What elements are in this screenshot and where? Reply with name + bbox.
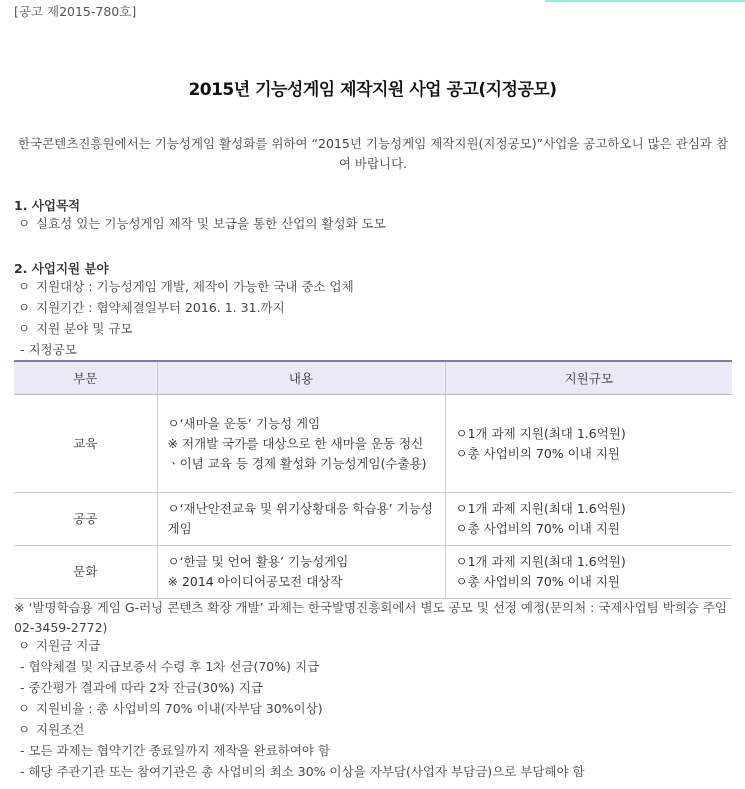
support-table — [14, 360, 732, 599]
table-header-row — [14, 361, 732, 395]
support-line: ㅇ총 사업비의 70% 이내 지원 — [455, 521, 620, 536]
top-accent-line — [545, 0, 745, 2]
row-content — [157, 493, 445, 546]
bullet-icon: ㅇ — [18, 701, 31, 716]
content-line: ※ 저개발 국가를 대상으로 한 새마을 운동 정신ㆍ이념 교육 등 경제 활성화 기능성게임(수출용) — [167, 435, 427, 471]
table-header-content: 내용 — [157, 361, 445, 395]
row-support — [445, 546, 732, 599]
section2-item-text: 지원 분야 및 규모 — [36, 321, 133, 336]
table-row — [14, 493, 732, 546]
bullet-icon: ㅇ — [18, 321, 31, 336]
row-category: 문화 — [14, 546, 157, 599]
section1-heading: 1. 사업목적 — [14, 198, 81, 213]
row-category: 교육 — [14, 395, 157, 493]
support-line: ㅇ총 사업비의 70% 이내 지원 — [455, 574, 620, 589]
section2-item — [14, 319, 132, 339]
page-title: 2015년 기능성게임 제작지원 사업 공고(지정공모) — [188, 80, 557, 100]
conditions-item: - 해당 주관기관 또는 참여기관은 총 사업비의 최소 30% 이상을 자부담(사업자 부담금)으로 부담해야 함 — [20, 764, 585, 779]
support-line: ㅇ총 사업비의 70% 이내 지원 — [455, 445, 620, 461]
payment-heading — [14, 636, 100, 656]
row-content — [157, 546, 445, 599]
support-line: ㅇ1개 과제 지원(최대 1.6억원) — [455, 501, 626, 516]
bullet-icon: ㅇ — [18, 722, 31, 737]
section2-item — [14, 277, 354, 297]
conditions-heading-text: 지원조건 — [36, 722, 85, 737]
payment-item: - 협약체결 및 지급보증서 수령 후 1차 선금(70%) 지급 — [20, 659, 320, 674]
support-line: ㅇ1개 과제 지원(최대 1.6억원) — [455, 554, 626, 569]
payment-item: - 중간평가 결과에 따라 2차 잔금(30%) 지급 — [20, 680, 263, 695]
section2-heading: 2. 사업지원 분야 — [14, 261, 109, 276]
table-header-support: 지원규모 — [445, 361, 732, 395]
notice-number: [공고 제2015-780호] — [14, 4, 137, 19]
table-header-category: 부문 — [14, 361, 157, 395]
section2-sub-label: - 지정공모 — [20, 342, 77, 357]
row-content — [157, 395, 445, 493]
table-row — [14, 395, 732, 493]
section2-item-text: 지원대상 : 기능성게임 개발, 제작이 가능한 국내 중소 업체 — [36, 279, 354, 294]
content-line: ㅇ‘한글 및 언어 활용’ 기능성게임 — [167, 554, 349, 569]
section1-item-text: 실효성 있는 기능성게임 제작 및 보급을 통한 산업의 활성화 도모 — [36, 216, 386, 231]
section1-item — [14, 214, 386, 234]
table-row — [14, 546, 732, 599]
intro-paragraph: 한국콘텐츠진흥원에서는 기능성게임 활성화를 위하여 “2015년 기능성게임 제작지원(지정공모)”사업을 공고하오니 많은 관심과 참여 바랍니다. — [17, 136, 729, 171]
bullet-icon: ㅇ — [18, 216, 31, 231]
section2-item — [14, 298, 285, 318]
content-line: ㅇ‘새마을 운동’ 기능성 게임 — [167, 415, 321, 431]
support-line: ㅇ1개 과제 지원(최대 1.6억원) — [455, 425, 626, 441]
conditions-item: - 모든 과제는 협약기간 종료일까지 제작을 완료하여야 함 — [20, 743, 331, 758]
row-category: 공공 — [14, 493, 157, 546]
conditions-heading — [14, 720, 84, 740]
row-support — [445, 493, 732, 546]
bullet-icon: ㅇ — [18, 638, 31, 653]
content-line: ㅇ‘재난안전교육 및 위기상황대응 학습용’ 기능성게임 — [167, 501, 433, 536]
bullet-icon: ㅇ — [18, 300, 31, 315]
bullet-icon: ㅇ — [18, 279, 31, 294]
row-support — [445, 395, 732, 493]
footnote: ※ ‘발명학습용 게임 G-러닝 콘텐츠 확장 개발’ 과제는 한국발명진흥회에서 별도 공모 및 선정 예정(문의처 : 국제사업팀 박희승 주임 02-3459-2772) — [14, 600, 728, 635]
section2-item-text: 지원기간 : 협약체결일부터 2016. 1. 31.까지 — [36, 300, 285, 315]
payment-heading-text: 지원금 지급 — [36, 638, 101, 653]
ratio-text: 지원비율 : 총 사업비의 70% 이내(자부담 30%이상) — [36, 701, 323, 716]
content-line: ※ 2014 아이디어공모전 대상작 — [167, 574, 343, 589]
ratio-item — [14, 699, 323, 719]
